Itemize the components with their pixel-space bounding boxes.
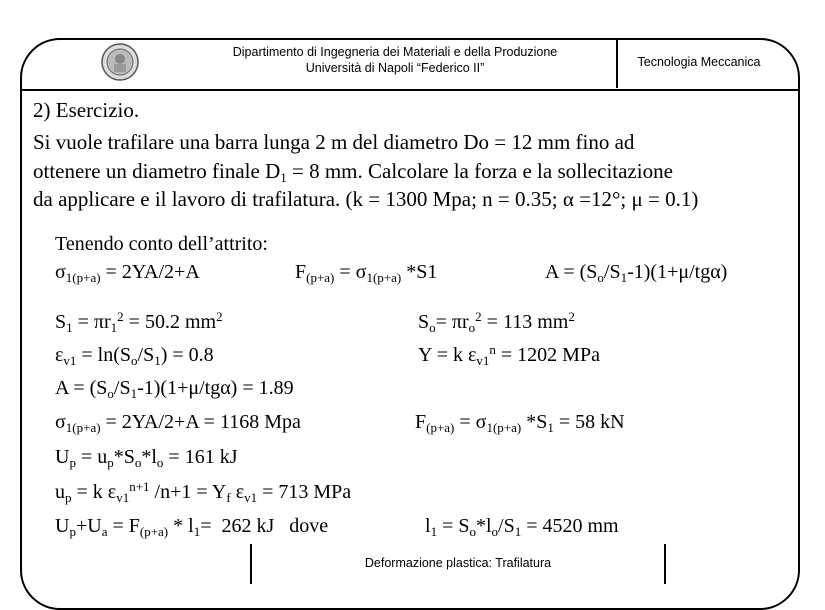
exercise-line-3: da applicare e il lavoro di trafilatura. (k = 1300 Mpa; n = 0.35; α =12°; μ = 0.1) bbox=[33, 187, 699, 211]
exercise-title: 2) Esercizio. bbox=[33, 98, 140, 122]
university-seal-logo bbox=[100, 42, 140, 82]
a-calc: $A = (S_o/S_1-1)(1+\mu/tg\alpha) = 1.89$ bbox=[55, 377, 294, 401]
university-name: Università di Napoli “Federico II” bbox=[305, 61, 485, 75]
department-name: Dipartimento di Ingegneria dei Materiali e della Produzione bbox=[232, 45, 558, 59]
so-calc: $S_o= \pi r_o^2 = 113$ $mm^2$ bbox=[418, 309, 575, 335]
footer-box bbox=[250, 544, 666, 584]
exercise-line-2: ottenere un diametro finale $D_1 = 8$ mm. Calcolare la forza e la sollecitazione bbox=[33, 159, 673, 185]
sigma-calc: $\sigma_{1(p+a)} = 2YA/2+A = 1168$ Mpa bbox=[55, 411, 301, 435]
course-title: Tecnologia Meccanica bbox=[637, 55, 761, 69]
force-formula: $F_{(p+a)} = \sigma_{1(p+a)}$ *S1 bbox=[295, 261, 438, 285]
friction-intro: Tenendo conto dell’attrito: bbox=[55, 233, 268, 255]
exercise-line-1: Si vuole trafilare una barra lunga 2 m del diametro Do = 12 mm fino ad bbox=[33, 130, 635, 154]
up-specific-calc: $u_p = k$ $\varepsilon_{v1}^{n+1}$ $/n+1 = Y_f$ $\varepsilon_{v1} = 713$ MPa bbox=[55, 479, 352, 505]
department-header bbox=[180, 44, 610, 76]
force-calc: $F_{(p+a)} = \sigma_{1(p+a)}$ $*S_1 = 58$ kN bbox=[415, 411, 625, 435]
y-calc: Y = k $\varepsilon_{v1}^n = 1202$ MPa bbox=[418, 342, 600, 368]
up-calc: $U_p = u_p*S_o*l_o = 161$ kJ bbox=[55, 446, 238, 470]
header-divider bbox=[22, 89, 798, 91]
header-separator bbox=[616, 40, 618, 88]
footer-title: Deformazione plastica: Trafilatura bbox=[364, 556, 552, 570]
a-formula: $A = (S_o/S_1-1)(1+\mu/tg\alpha)$ bbox=[545, 261, 728, 285]
total-work-calc: $U_p+U_a = F_{(p+a)} * l_1= 262$ kJ dove bbox=[55, 515, 329, 539]
s1-calc: $S_1 = \pi r_1^2 = 50.2$ $mm^2$ bbox=[55, 309, 223, 335]
l1-calc: $l_1 = S_o*l_o/S_1 = 4520$ mm bbox=[425, 515, 619, 539]
strain-calc: $\varepsilon_{v1} = \ln(S_o/S_1) = 0.8$ bbox=[55, 344, 214, 368]
sigma-formula: $\sigma_{1(p+a)} = 2YA/2+A$ bbox=[55, 261, 200, 285]
